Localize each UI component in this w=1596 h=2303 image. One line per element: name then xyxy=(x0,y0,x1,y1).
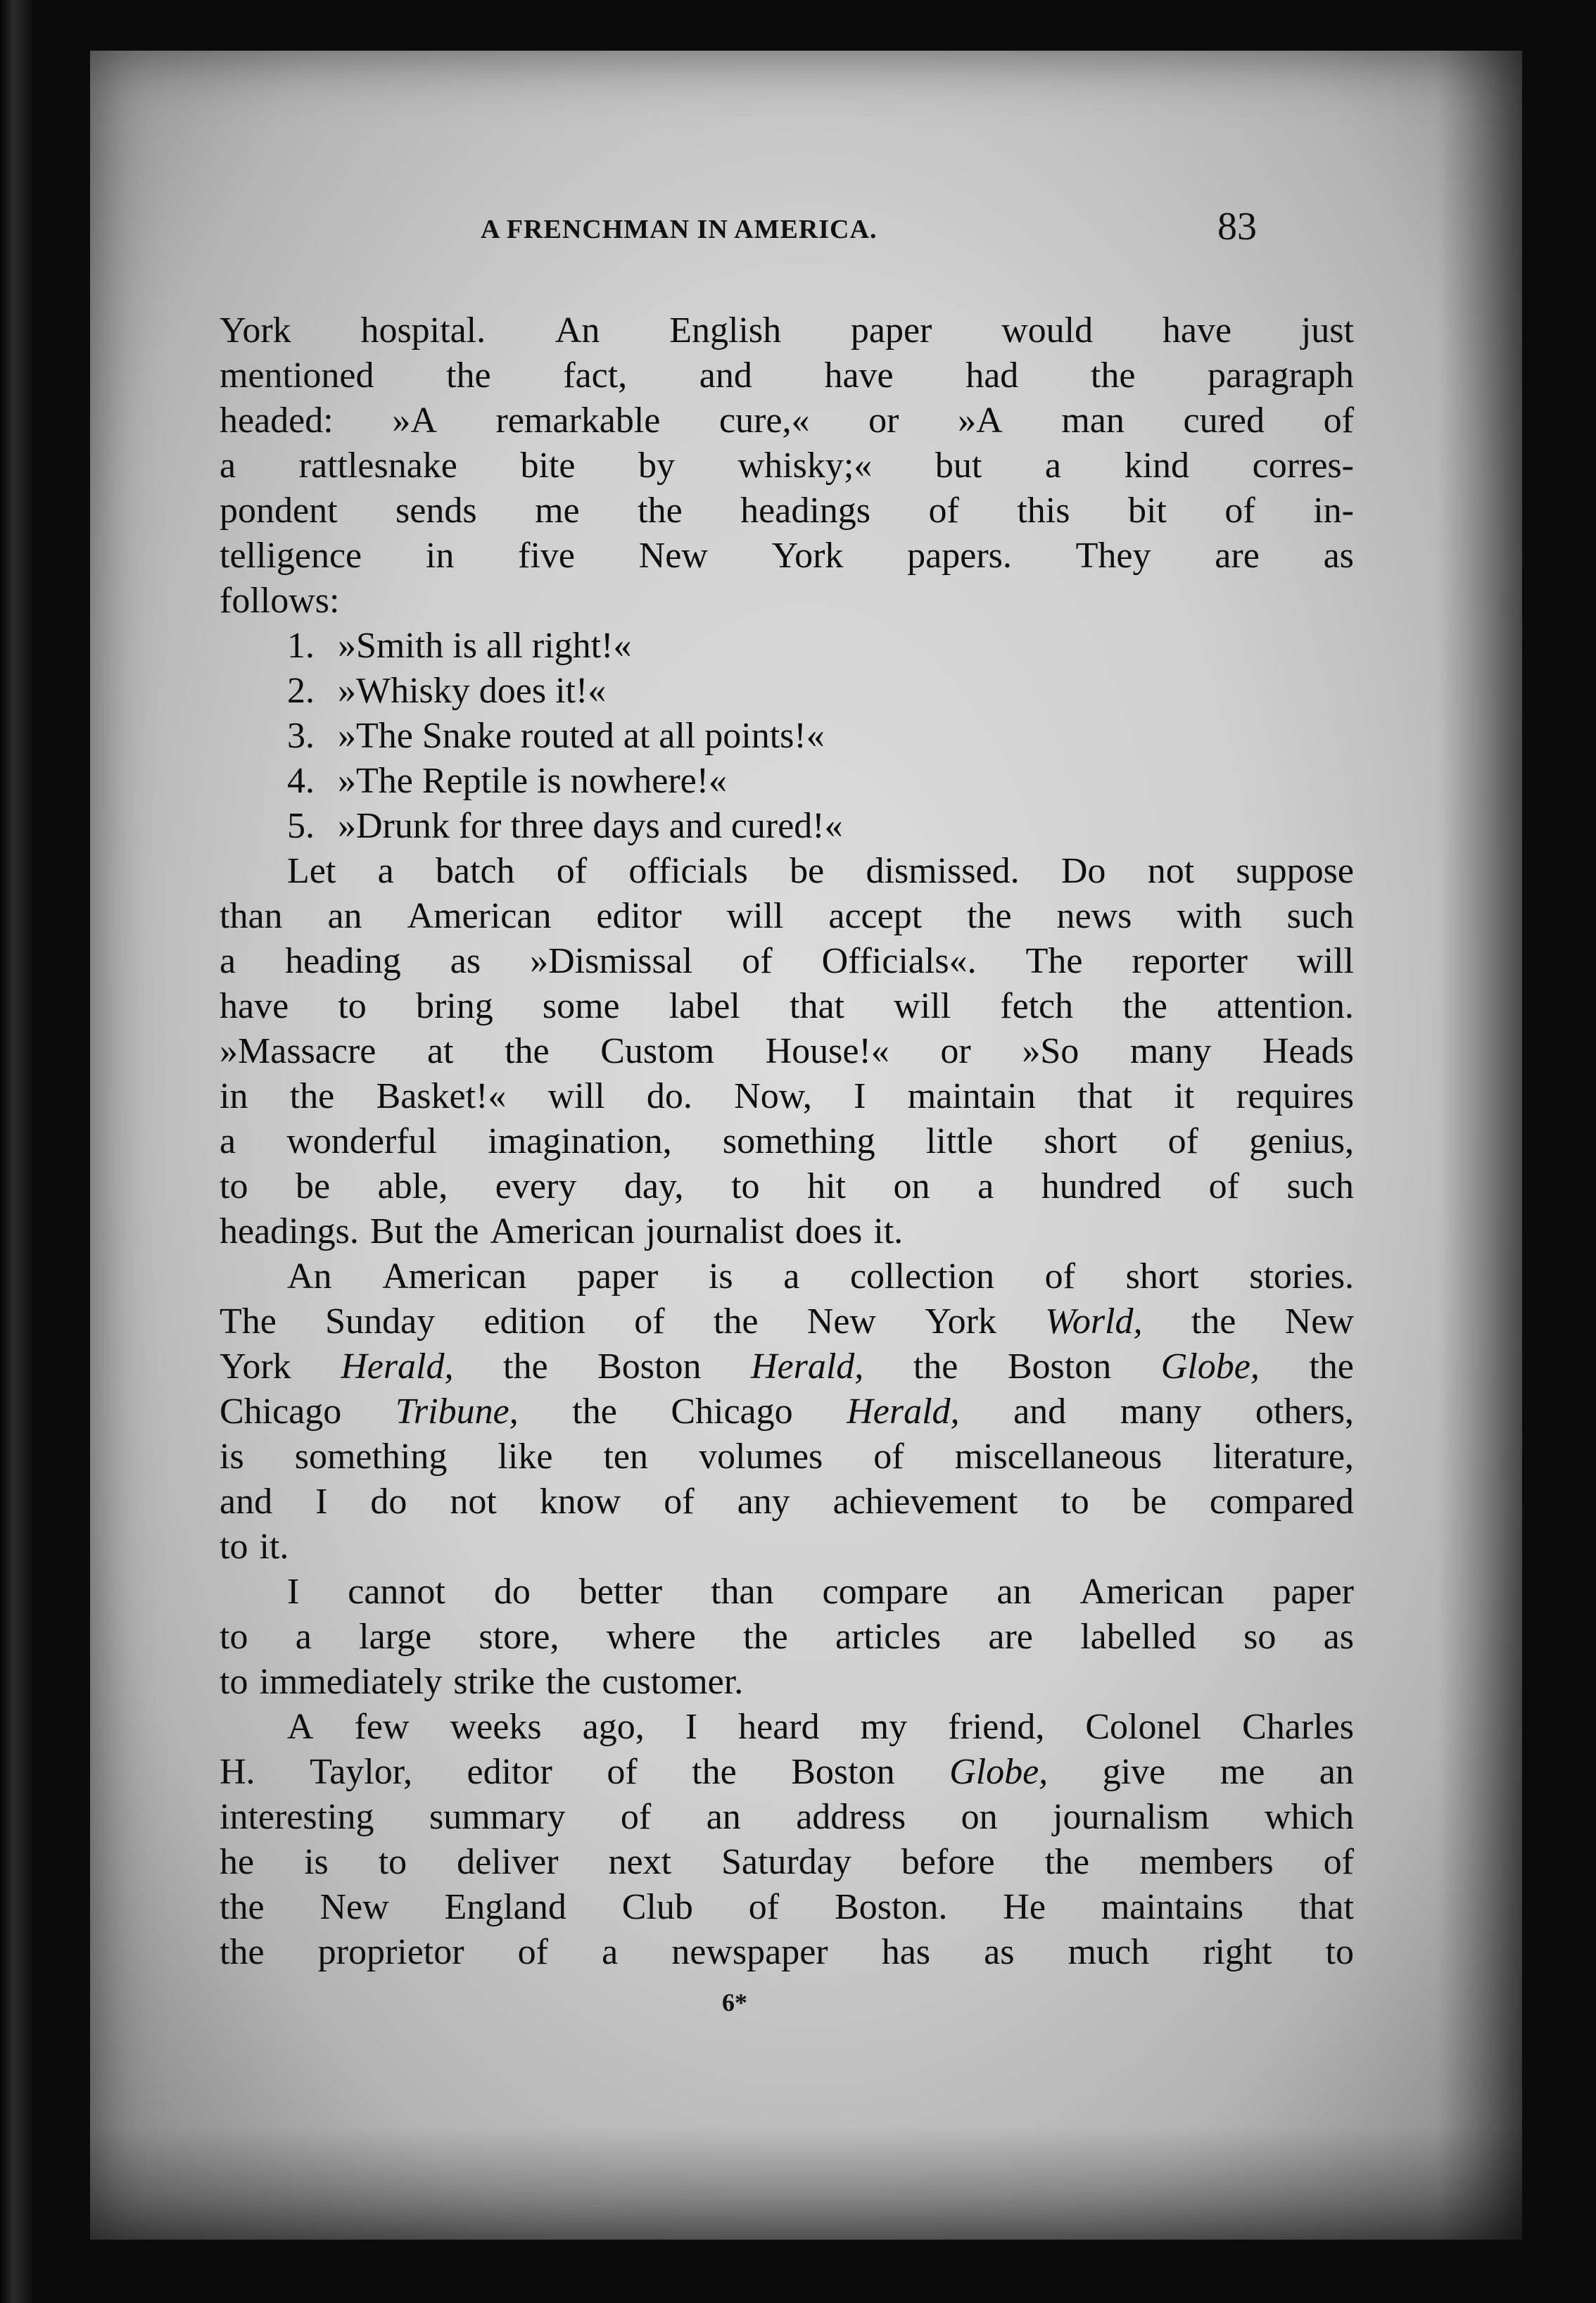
text-line: the New England Club of Boston. He maintains that xyxy=(220,1887,1354,1927)
headings-list xyxy=(220,624,1354,849)
text-line: is something like ten volumes of miscellaneous literature, xyxy=(220,1437,1354,1477)
text-line: pondent sends me the headings of this bit of in- xyxy=(220,491,1354,531)
text-line: Let a batch of officials be dismissed. Do not suppose xyxy=(287,851,1354,891)
list-item xyxy=(220,624,1354,669)
text-line: he is to deliver next Saturday before the members of xyxy=(220,1842,1354,1882)
text-line: and I do not know of any achievement to be compared xyxy=(220,1482,1354,1522)
list-item-text: »Drunk for three days and cured!« xyxy=(338,806,843,846)
text-line: than an American editor will accept the news with such xyxy=(220,896,1354,936)
text-line: York hospital. An English paper would have just xyxy=(220,310,1354,351)
list-item-text: »Whisky does it!« xyxy=(338,671,607,711)
facing-page-edge xyxy=(0,0,32,2303)
paragraph-5 xyxy=(220,1705,1354,1975)
text-line: a wonderful imagination, something little short of genius, xyxy=(220,1121,1354,1161)
text-line: A few weeks ago, I heard my friend, Colonel Charles xyxy=(287,1707,1354,1747)
text-line: a heading as »Dismissal of Officials«. The reporter will xyxy=(220,941,1354,981)
text-line: mentioned the fact, and have had the paragraph xyxy=(220,355,1354,396)
text-line: a rattlesnake bite by whisky;« but a kind corres- xyxy=(220,446,1354,486)
list-item-number: 4. xyxy=(287,761,315,801)
paragraph-3 xyxy=(220,1254,1354,1570)
list-item-text: »The Reptile is nowhere!« xyxy=(338,761,728,801)
text-line: have to bring some label that will fetch the attention. xyxy=(220,986,1354,1026)
running-title: A FRENCHMAN IN AMERICA. xyxy=(481,215,878,244)
list-item xyxy=(220,759,1354,804)
list-item-number: 3. xyxy=(287,716,315,756)
page-shadow-bottom xyxy=(90,2127,1522,2240)
list-item xyxy=(220,669,1354,714)
paragraph-1 xyxy=(220,308,1354,624)
list-item-number: 5. xyxy=(287,806,315,846)
text-line: to a large store, where the articles are labelled so as xyxy=(220,1617,1354,1657)
text-line: The Sunday edition of the New York World, the New xyxy=(220,1301,1354,1342)
signature-mark: 6* xyxy=(722,1988,747,2017)
text-line: I cannot do better than compare an American paper xyxy=(287,1572,1354,1612)
text-line: Chicago Tribune, the Chicago Herald, and many others, xyxy=(220,1392,1354,1432)
text-line: headings. But the American journalist does it. xyxy=(220,1211,904,1251)
text-line: interesting summary of an address on journalism which xyxy=(220,1797,1354,1837)
text-line: H. Taylor, editor of the Boston Globe, give me an xyxy=(220,1752,1354,1792)
book-page xyxy=(90,51,1522,2240)
list-item-text: »The Snake routed at all points!« xyxy=(338,716,825,756)
text-line: the proprietor of a newspaper has as much right to xyxy=(220,1932,1354,1972)
text-line: telligence in five New York papers. They are as xyxy=(220,536,1354,576)
page-number: 83 xyxy=(1217,205,1257,248)
page-shadow-right xyxy=(1438,51,1522,2240)
list-item-number: 1. xyxy=(287,626,315,666)
text-line: to it. xyxy=(220,1527,289,1567)
list-item xyxy=(220,714,1354,759)
text-line: York Herald, the Boston Herald, the Boston Globe, the xyxy=(220,1346,1354,1387)
text-line: follows: xyxy=(220,581,340,621)
paragraph-4 xyxy=(220,1570,1354,1705)
text-line: headed: »A remarkable cure,« or »A man cured of xyxy=(220,400,1354,441)
text-line: to be able, every day, to hit on a hundred of such xyxy=(220,1166,1354,1206)
text-line: »Massacre at the Custom House!« or »So many Heads xyxy=(220,1031,1354,1071)
list-item-number: 2. xyxy=(287,671,315,711)
paragraph-2 xyxy=(220,849,1354,1254)
text-line: to immediately strike the customer. xyxy=(220,1662,744,1702)
text-line: An American paper is a collection of short stories. xyxy=(287,1256,1354,1296)
text-line: in the Basket!« will do. Now, I maintain that it requires xyxy=(220,1076,1354,1116)
list-item-text: »Smith is all right!« xyxy=(338,626,632,666)
list-item xyxy=(220,804,1354,849)
body-text xyxy=(220,308,1354,1975)
